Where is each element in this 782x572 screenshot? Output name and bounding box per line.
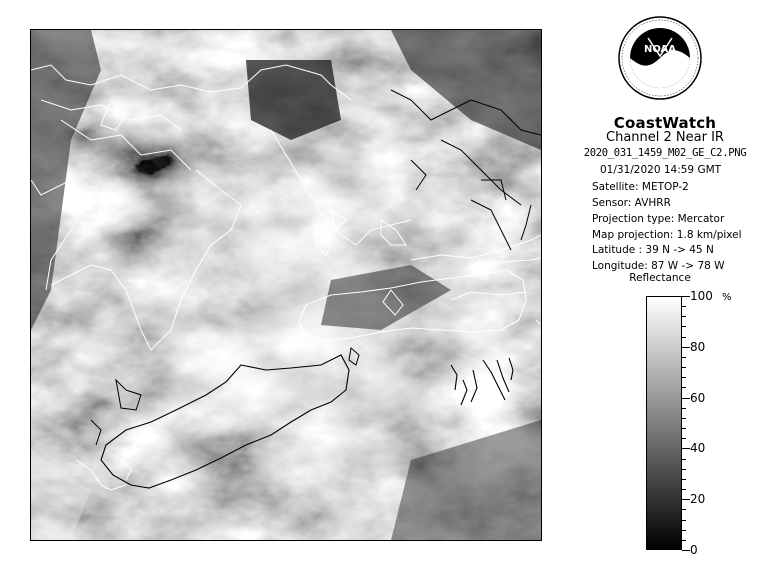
colorbar-tick-label: 40	[690, 441, 706, 455]
colorbar-minor-tick	[682, 479, 686, 480]
colorbar-minor-tick	[682, 469, 686, 470]
colorbar-minor-tick	[682, 489, 686, 490]
colorbar-tick-label: 100	[690, 289, 713, 303]
latitude-range: Latitude : 39 N -> 45 N	[592, 244, 714, 256]
colorbar-minor-tick	[682, 326, 686, 327]
satellite-map	[30, 29, 542, 541]
colorbar-minor-tick	[682, 428, 686, 429]
colorbar-minor-tick	[682, 316, 686, 317]
colorbar-minor-tick	[682, 306, 686, 307]
legend-title: Reflectance	[629, 272, 691, 284]
colorbar-minor-tick	[682, 459, 686, 460]
colorbar-major-tick	[682, 347, 690, 348]
longitude-range: Longitude: 87 W -> 78 W	[592, 260, 725, 272]
colorbar-minor-tick	[682, 540, 686, 541]
product-title: CoastWatch	[613, 114, 717, 132]
svg-text:NOAA: NOAA	[643, 44, 677, 55]
colorbar-tick-label: 20	[690, 492, 706, 506]
colorbar-major-tick	[682, 296, 690, 297]
colorbar-major-tick	[682, 550, 690, 551]
reflectance-colorbar	[646, 296, 682, 550]
colorbar-major-tick	[682, 398, 690, 399]
satellite-label: Satellite: METOP-2	[592, 181, 689, 193]
date-time: 01/31/2020 14:59 GMT	[600, 164, 722, 176]
map-projection: Map projection: 1.8 km/pixel	[592, 229, 742, 241]
channel-label: Channel 2 Near IR	[606, 130, 724, 145]
colorbar-major-tick	[682, 499, 690, 500]
colorbar-minor-tick	[682, 408, 686, 409]
noaa-logo	[618, 16, 702, 100]
colorbar-tick-label: 60	[690, 391, 706, 405]
colorbar-minor-tick	[682, 377, 686, 378]
colorbar-major-tick	[682, 448, 690, 449]
sensor-label: Sensor: AVHRR	[592, 197, 671, 209]
colorbar-minor-tick	[682, 509, 686, 510]
colorbar-minor-tick	[682, 387, 686, 388]
colorbar-minor-tick	[682, 530, 686, 531]
colorbar-tick-label: 0	[690, 543, 698, 557]
projection-type: Projection type: Mercator	[592, 213, 725, 225]
colorbar-minor-tick	[682, 520, 686, 521]
colorbar-minor-tick	[682, 337, 686, 338]
colorbar-minor-tick	[682, 367, 686, 368]
file-name: 2020_031_1459_M02_GE_C2.PNG	[583, 147, 747, 159]
legend-unit: %	[722, 292, 732, 303]
colorbar-minor-tick	[682, 357, 686, 358]
colorbar-minor-tick	[682, 418, 686, 419]
colorbar-tick-label: 80	[690, 340, 706, 354]
colorbar-minor-tick	[682, 438, 686, 439]
